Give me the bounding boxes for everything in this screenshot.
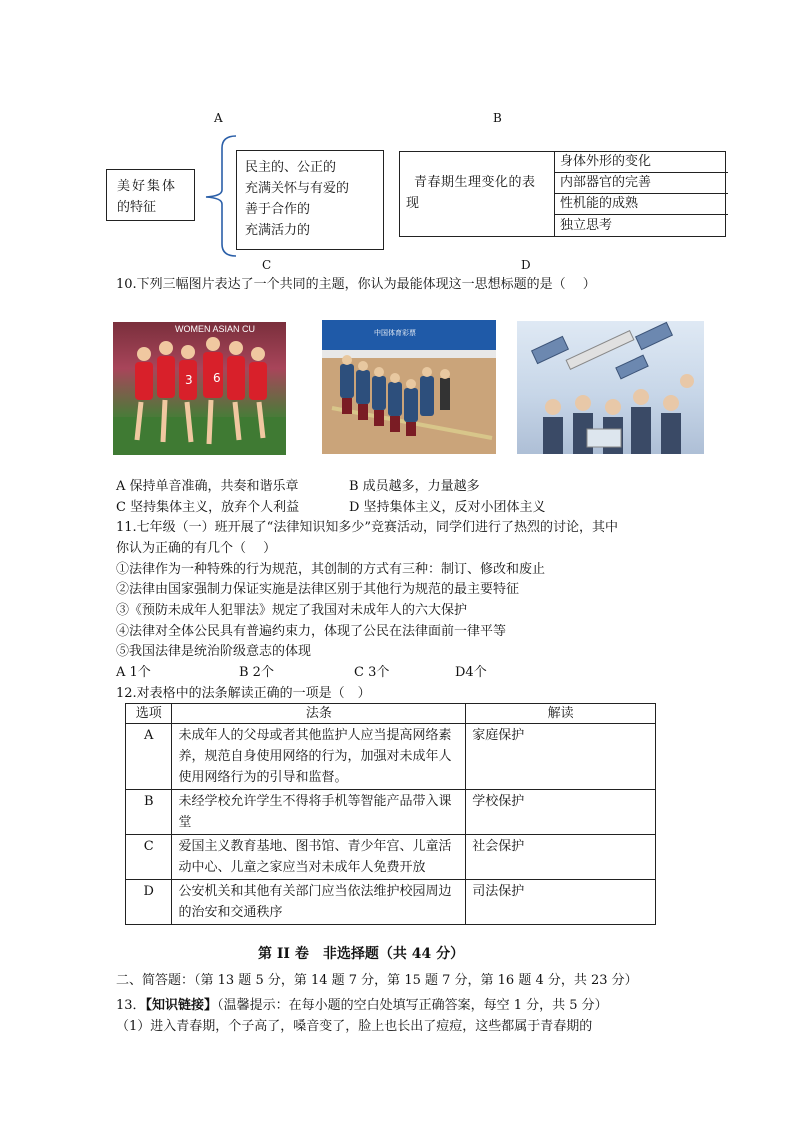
puberty-item: 内部器官的完善 <box>555 173 728 194</box>
tug-of-war-photo <box>322 320 496 454</box>
row-option: D <box>126 880 172 925</box>
figure-label-c: C <box>262 258 272 272</box>
part2-title: 第 II 卷 非选择题（共 44 分） <box>258 946 465 962</box>
q11-option-c: C 3个 <box>354 665 390 680</box>
table-row <box>126 790 656 835</box>
q10-option-c: C 坚持集体主义，放弃个人利益 <box>116 500 300 515</box>
q11-stem-line-2: 你认为正确的有几个（ ） <box>116 541 277 556</box>
football-team-photo <box>113 322 286 455</box>
row-law: 未经学校允许学生不得将手机等智能产品带入课堂 <box>172 790 466 835</box>
row-interpretation: 社会保护 <box>466 835 656 880</box>
table-row <box>126 724 656 790</box>
q10-option-d: D 坚持集体主义，反对小团体主义 <box>349 500 546 515</box>
q11-statement: ②法律由国家强制力保证实施是法律区别于其他行为规范的最主要特征 <box>116 582 520 597</box>
row-law: 公安机关和其他有关部门应当依法维护校园周边的治安和交通秩序 <box>172 880 466 925</box>
trait-line: 充满活力的 <box>245 223 311 238</box>
law-interpretation-table <box>125 703 656 925</box>
puberty-item: 身体外形的变化 <box>555 151 728 173</box>
tug-of-war-illustration <box>322 320 496 454</box>
q10-option-a: A 保持单音准确，共奏和谐乐章 <box>116 479 299 494</box>
row-law: 未成年人的父母或者其他监护人应当提高网络素养，规范自身使用网络的行为，加强对未成年人使用网络行为的引导和监督。 <box>172 724 466 790</box>
figure-label-b: B <box>493 111 502 125</box>
brace-icon <box>200 132 240 260</box>
q10-option-b: B 成员越多，力量越多 <box>349 479 480 494</box>
row-option: C <box>126 835 172 880</box>
q10-stem: 10.下列三幅图片表达了一个共同的主题，你认为最能体现这一思想标题的是（ ） <box>116 277 596 292</box>
space-team-photo <box>517 321 704 454</box>
table-row <box>126 835 656 880</box>
players-illustration <box>113 322 286 455</box>
row-option: B <box>126 790 172 835</box>
q11-option-b: B 2个 <box>239 665 274 680</box>
puberty-items <box>554 151 728 237</box>
q11-statement: ⑤我国法律是统治阶级意志的体现 <box>116 644 312 659</box>
trait-line: 善于合作的 <box>245 202 311 217</box>
q11-statement: ①法律作为一种特殊的行为规范，其创制的方式有三种：制订、修改和废止 <box>116 562 546 577</box>
table-header-row <box>126 704 656 724</box>
collective-traits-box <box>236 150 384 250</box>
q13-number: 13． <box>116 998 146 1013</box>
banner-text: WOMEN ASIAN CU <box>175 324 256 334</box>
q11-statement: ③《预防未成年人犯罪法》规定了我国对未成年人的六大保护 <box>116 603 468 618</box>
q11-option-a: A 1个 <box>116 665 151 680</box>
header-interpretation: 解读 <box>466 704 656 724</box>
q13-tag: 【知识链接】 <box>145 998 218 1013</box>
collective-line-1: 美好集体 <box>117 179 178 194</box>
q13-part-1: （1）进入青春期，个子高了，嗓音变了，脸上也长出了痘痘，这些都属于青春期的 <box>116 1019 593 1034</box>
header-option: 选项 <box>126 704 172 724</box>
svg-text:3: 3 <box>185 373 193 387</box>
trait-line: 充满关怀与有爱的 <box>245 181 350 196</box>
table-row <box>126 880 656 925</box>
row-interpretation: 学校保护 <box>466 790 656 835</box>
q11-statement: ④法律对全体公民具有普遍约束力，体现了公民在法律面前一律平等 <box>116 624 507 639</box>
q13-heading <box>116 995 608 1016</box>
space-station-illustration <box>517 321 704 454</box>
puberty-label: 青春期生理变化的表 现 <box>406 175 536 211</box>
q11-option-d: D4个 <box>455 665 487 680</box>
q12-stem: 12.对表格中的法条解读正确的一项是（ ） <box>116 686 371 701</box>
figure-label-a: A <box>214 111 223 125</box>
svg-text:6: 6 <box>213 371 221 385</box>
collective-box <box>106 169 195 221</box>
section-heading: 二、简答题：（第 13 题 5 分，第 14 题 7 分，第 15 题 7 分，第 16 题 4 分，共 23 分） <box>116 973 638 988</box>
puberty-item: 独立思考 <box>560 218 613 233</box>
collective-line-2: 的特征 <box>117 200 157 215</box>
q11-stem-line-1: 11.七年级（一）班开展了“法律知识知多少”竞赛活动，同学们进行了热烈的讨论，其中 <box>116 520 618 535</box>
row-interpretation: 司法保护 <box>466 880 656 925</box>
row-law: 爱国主义教育基地、图书馆、青少年宫、儿童活动中心、儿童之家应当对未成年人免费开放 <box>172 835 466 880</box>
header-law: 法条 <box>172 704 466 724</box>
row-interpretation: 家庭保护 <box>466 724 656 790</box>
puberty-changes-box <box>399 151 726 237</box>
figure-label-d: D <box>521 258 531 272</box>
lottery-banner-text: 中国体育彩票 <box>374 329 416 337</box>
trait-line: 民主的、公正的 <box>245 160 337 175</box>
row-option: A <box>126 724 172 790</box>
q13-hint: （温馨提示：在每小题的空白处填写正确答案，每空 1 分，共 5 分） <box>217 998 608 1013</box>
puberty-item: 性机能的成熟 <box>555 194 728 215</box>
